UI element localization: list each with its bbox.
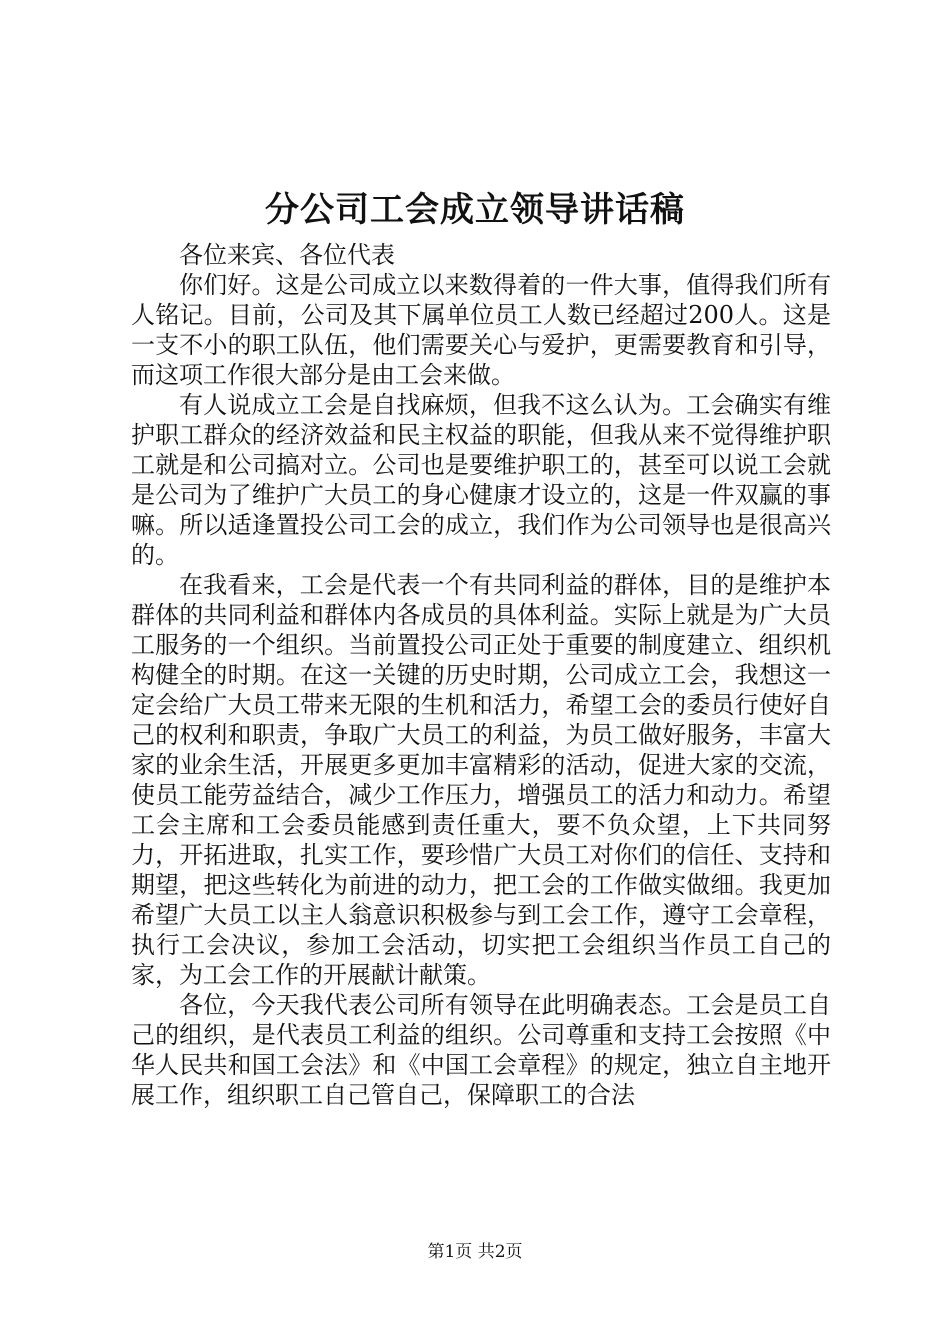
paragraph-4: 各位，今天我代表公司所有领导在此明确表态。工会是员工自己的组织，是代表员工利益的组织。公司尊重和支持工会按照《中华人民共和国工会法》和《中国工会章程》的规定，独立自主地开展工作，组织职工自己管自己，保障职工的合法	[131, 991, 831, 1109]
page-number-footer: 第1页 共2页	[427, 1242, 523, 1262]
paragraph-1: 你们好。这是公司成立以来数得着的一件大事，值得我们所有人铭记。目前，公司及其下属单位员工人数已经超过200人。这是一支不小的职工队伍，他们需要关心与爱护，更需要教育和引导，而这项工作很大部分是由工会来做。	[131, 271, 831, 389]
salutation: 各位来宾、各位代表	[179, 241, 395, 269]
paragraph-2: 有人说成立工会是自找麻烦，但我不这么认为。工会确实有维护职工群众的经济效益和民主权益的职能，但我从来不觉得维护职工就是和公司搞对立。公司也是要维护职工的，甚至可以说工会就是公司为了维护广大员工的身心健康才设立的，这是一件双赢的事嘛。所以适逢置投公司工会的成立，我们作为公司领导也是很高兴的。	[131, 391, 831, 569]
document-body	[131, 240, 831, 1110]
paragraph-3: 在我看来，工会是代表一个有共同利益的群体，目的是维护本群体的共同利益和群体内各成员的具体利益。实际上就是为广大员工服务的一个组织。当前置投公司正处于重要的制度建立、组织机构健全的时期。在这一关键的历史时期，公司成立工会，我想这一定会给广大员工带来无限的生机和活力，希望工会的委员行使好自己的权利和职责，争取广大员工的利益，为员工做好服务，丰富大家的业余生活，开展更多更加丰富精彩的活动，促进大家的交流，使员工能劳益结合，减少工作压力，增强员工的活力和动力。希望工会主席和工会委员能感到责任重大，要不负众望，上下共同努力，开拓进取，扎实工作，要珍惜广大员工对你们的信任、支持和期望，把这些转化为前进的动力，把工会的工作做实做细。我更加希望广大员工以主人翁意识积极参与到工会工作，遵守工会章程，执行工会决议，参加工会活动，切实把工会组织当作员工自己的家，为工会工作的开展献计献策。	[131, 571, 831, 989]
page-title: 分公司工会成立领导讲话稿	[265, 190, 685, 230]
